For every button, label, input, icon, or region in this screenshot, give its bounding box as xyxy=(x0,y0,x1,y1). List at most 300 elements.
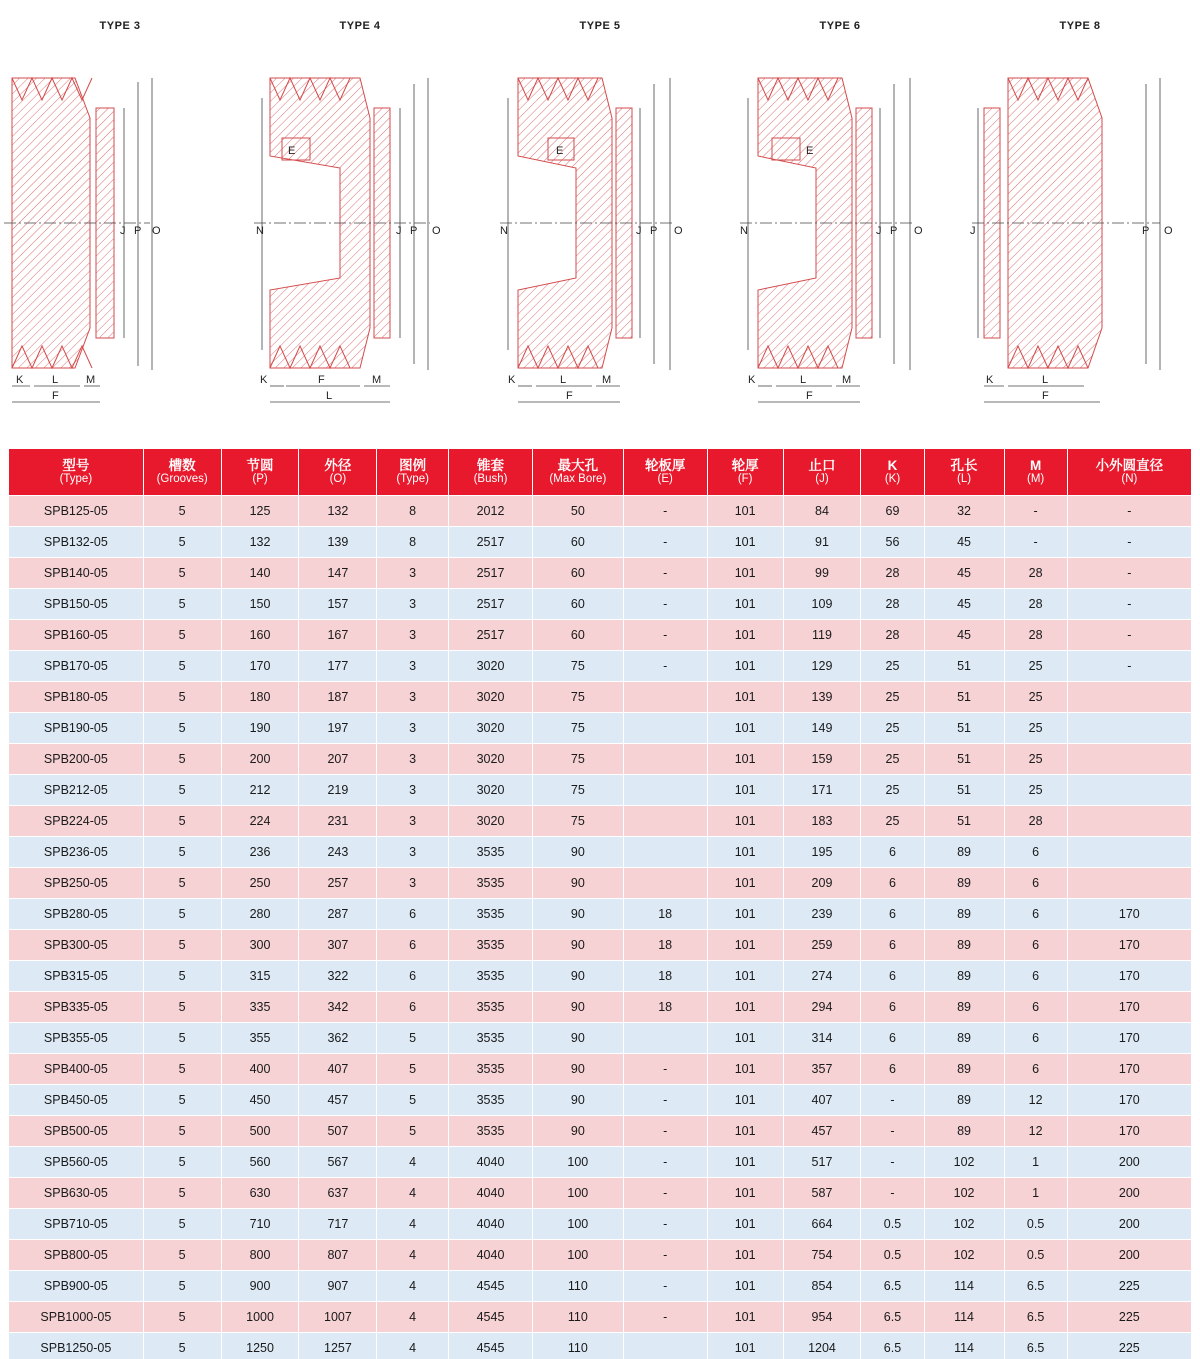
cell-value: 6 xyxy=(861,961,924,992)
cell-value: 6 xyxy=(377,899,449,930)
cell-value: 710 xyxy=(221,1209,299,1240)
table-row xyxy=(9,1302,1192,1333)
cell-value: - xyxy=(623,496,707,527)
cell-value: 3535 xyxy=(448,899,532,930)
cell-value: 259 xyxy=(783,930,861,961)
table-row xyxy=(9,1333,1192,1359)
cell-value: 32 xyxy=(924,496,1004,527)
column-header-main: 轮板厚 xyxy=(644,457,686,473)
cell-value xyxy=(1067,806,1191,837)
column-header-main: 槽数 xyxy=(168,457,196,473)
cell-value: 167 xyxy=(299,620,377,651)
dim-label-L: L xyxy=(326,390,333,402)
cell-value: 101 xyxy=(707,837,783,868)
cell-value: 190 xyxy=(221,713,299,744)
cell-value: 101 xyxy=(707,868,783,899)
cell-value xyxy=(623,1023,707,1054)
cell-value: 3 xyxy=(377,620,449,651)
cell-value: 139 xyxy=(783,682,861,713)
cell-model: SPB500-05 xyxy=(9,1116,144,1147)
cell-value: 25 xyxy=(861,682,924,713)
cell-value: 854 xyxy=(783,1271,861,1302)
dim-label-M: M xyxy=(602,374,612,386)
dim-label-E: E xyxy=(288,145,296,157)
figure-title: TYPE 8 xyxy=(1059,20,1101,32)
cell-model: SPB355-05 xyxy=(9,1023,144,1054)
cell-value: - xyxy=(623,1147,707,1178)
cell-value: 90 xyxy=(533,837,624,868)
cell-model: SPB450-05 xyxy=(9,1085,144,1116)
cell-value: 101 xyxy=(707,1302,783,1333)
cell-value: 4 xyxy=(377,1147,449,1178)
cell-value: 139 xyxy=(299,527,377,558)
cell-value: 6 xyxy=(1004,961,1067,992)
dim-label-L: L xyxy=(800,374,807,386)
cell-value: 250 xyxy=(221,868,299,899)
cell-value: 6.5 xyxy=(1004,1302,1067,1333)
cell-value xyxy=(1067,837,1191,868)
cell-value: 5 xyxy=(143,930,221,961)
table-row xyxy=(9,1054,1192,1085)
table-row xyxy=(9,775,1192,806)
cell-value: 101 xyxy=(707,992,783,1023)
cell-value: 2517 xyxy=(448,558,532,589)
cell-value: 6 xyxy=(377,992,449,1023)
cell-value: 90 xyxy=(533,930,624,961)
cell-value: 89 xyxy=(924,1085,1004,1116)
cell-value: 25 xyxy=(1004,713,1067,744)
cell-value: - xyxy=(623,1085,707,1116)
table-row xyxy=(9,868,1192,899)
column-header-bush xyxy=(448,449,532,496)
cell-value: 5 xyxy=(143,589,221,620)
cell-value: 2517 xyxy=(448,589,532,620)
column-header-type xyxy=(9,449,144,496)
cell-value: 362 xyxy=(299,1023,377,1054)
cell-value: 5 xyxy=(143,806,221,837)
cell-value: 3 xyxy=(377,651,449,682)
cell-value: 69 xyxy=(861,496,924,527)
cell-value: 3 xyxy=(377,713,449,744)
column-header-small-outer-diameter xyxy=(1067,449,1191,496)
cell-value: 101 xyxy=(707,775,783,806)
figure-type-8 xyxy=(960,10,1200,420)
cell-value: 12 xyxy=(1004,1085,1067,1116)
cell-value xyxy=(623,868,707,899)
column-header-pitch-diameter xyxy=(221,449,299,496)
column-header-sub: (J) xyxy=(815,473,829,486)
cell-value: 407 xyxy=(299,1054,377,1085)
dim-label-J: J xyxy=(876,225,882,237)
cell-value: 0.5 xyxy=(1004,1240,1067,1271)
cell-value: 6 xyxy=(1004,930,1067,961)
dim-label-N: N xyxy=(500,225,508,237)
dim-label-F: F xyxy=(806,390,813,402)
cell-value: 5 xyxy=(143,496,221,527)
cell-value: 6 xyxy=(861,1023,924,1054)
cell-model: SPB236-05 xyxy=(9,837,144,868)
cell-value: 90 xyxy=(533,1085,624,1116)
cell-value: 257 xyxy=(299,868,377,899)
cell-value xyxy=(623,713,707,744)
cell-value: 3 xyxy=(377,837,449,868)
cell-value: 754 xyxy=(783,1240,861,1271)
cell-value: 56 xyxy=(861,527,924,558)
cell-value: 90 xyxy=(533,868,624,899)
cell-value: 187 xyxy=(299,682,377,713)
cell-value: 157 xyxy=(299,589,377,620)
table-row xyxy=(9,713,1192,744)
cell-value: 45 xyxy=(924,620,1004,651)
dim-label-E: E xyxy=(556,145,564,157)
cell-value: 75 xyxy=(533,682,624,713)
cell-value: 200 xyxy=(1067,1209,1191,1240)
column-header-sub: (M) xyxy=(1026,473,1045,486)
dim-label-K: K xyxy=(986,374,994,386)
cell-value: 5 xyxy=(143,1085,221,1116)
cell-value: 357 xyxy=(783,1054,861,1085)
cell-value: 5 xyxy=(143,620,221,651)
cell-value: 287 xyxy=(299,899,377,930)
cell-value: 18 xyxy=(623,899,707,930)
cell-value: 274 xyxy=(783,961,861,992)
cell-value: 5 xyxy=(377,1085,449,1116)
cell-value: - xyxy=(1067,589,1191,620)
dim-label-N: N xyxy=(740,225,748,237)
cell-value: 28 xyxy=(1004,589,1067,620)
cell-model: SPB132-05 xyxy=(9,527,144,558)
cell-value: - xyxy=(623,1271,707,1302)
cell-value: 4545 xyxy=(448,1302,532,1333)
cell-value: 3 xyxy=(377,744,449,775)
cell-value: 89 xyxy=(924,1023,1004,1054)
column-header-seat-diameter xyxy=(783,449,861,496)
cell-value: 355 xyxy=(221,1023,299,1054)
cell-value: - xyxy=(623,1054,707,1085)
dim-label-J: J xyxy=(970,225,976,237)
column-header-main: 最大孔 xyxy=(557,457,599,473)
cell-value xyxy=(623,744,707,775)
cell-value: - xyxy=(623,1178,707,1209)
cell-value: 102 xyxy=(924,1209,1004,1240)
column-header-sub: (L) xyxy=(957,473,972,486)
cell-value: 5 xyxy=(143,1178,221,1209)
cell-value: 101 xyxy=(707,682,783,713)
cell-value: 5 xyxy=(143,1147,221,1178)
dim-label-P: P xyxy=(890,225,898,237)
table-row xyxy=(9,1178,1192,1209)
cell-model: SPB630-05 xyxy=(9,1178,144,1209)
cell-value: 450 xyxy=(221,1085,299,1116)
cell-value: 177 xyxy=(299,651,377,682)
cell-value: 6 xyxy=(1004,1023,1067,1054)
cell-value: 170 xyxy=(1067,1085,1191,1116)
cell-value: 149 xyxy=(783,713,861,744)
cell-value: - xyxy=(1067,527,1191,558)
cell-value: 101 xyxy=(707,1023,783,1054)
figure-drawing-type-8 xyxy=(960,38,1200,408)
dim-label-F: F xyxy=(566,390,573,402)
cell-value: 300 xyxy=(221,930,299,961)
cell-value: 110 xyxy=(533,1271,624,1302)
column-header-sub: (P) xyxy=(252,473,268,486)
specification-table-container xyxy=(8,448,1192,1359)
cell-value: 197 xyxy=(299,713,377,744)
cell-value: 160 xyxy=(221,620,299,651)
cell-value: 3535 xyxy=(448,868,532,899)
cell-value: 207 xyxy=(299,744,377,775)
cell-value: 5 xyxy=(143,744,221,775)
cell-value: 6 xyxy=(1004,837,1067,868)
dim-label-J: J xyxy=(120,225,126,237)
cell-value: 100 xyxy=(533,1240,624,1271)
cell-value: 5 xyxy=(143,1023,221,1054)
cell-value: 170 xyxy=(1067,899,1191,930)
cell-value: 109 xyxy=(783,589,861,620)
cell-value: 84 xyxy=(783,496,861,527)
dim-label-P: P xyxy=(650,225,658,237)
cell-value: 0.5 xyxy=(1004,1209,1067,1240)
figure-type-6 xyxy=(720,10,960,420)
column-header-sub: (N) xyxy=(1121,473,1138,486)
cell-value: 50 xyxy=(533,496,624,527)
figure-title: TYPE 4 xyxy=(339,20,381,32)
cell-model: SPB400-05 xyxy=(9,1054,144,1085)
cell-value: 4040 xyxy=(448,1209,532,1240)
column-header-sub: (O) xyxy=(329,473,347,486)
dim-label-M: M xyxy=(842,374,852,386)
cell-value: 75 xyxy=(533,806,624,837)
cell-value: 560 xyxy=(221,1147,299,1178)
dim-label-K: K xyxy=(508,374,516,386)
cell-value: 2517 xyxy=(448,527,532,558)
cell-value: 280 xyxy=(221,899,299,930)
cell-value: 101 xyxy=(707,1147,783,1178)
cell-value: - xyxy=(861,1085,924,1116)
cell-value: 101 xyxy=(707,713,783,744)
cell-value: 3535 xyxy=(448,1054,532,1085)
figure-type-5 xyxy=(480,10,720,420)
column-header-main: M xyxy=(1029,457,1042,473)
column-header-main: 型号 xyxy=(62,457,90,473)
cell-model: SPB190-05 xyxy=(9,713,144,744)
cell-value: 5 xyxy=(377,1054,449,1085)
cell-value: 101 xyxy=(707,589,783,620)
cell-value: - xyxy=(861,1116,924,1147)
cell-value: 6.5 xyxy=(861,1302,924,1333)
cell-value: 3 xyxy=(377,806,449,837)
cell-value: 6 xyxy=(1004,899,1067,930)
cell-value: 100 xyxy=(533,1147,624,1178)
cell-value: 119 xyxy=(783,620,861,651)
cell-value: 225 xyxy=(1067,1271,1191,1302)
cell-value: 5 xyxy=(143,713,221,744)
cell-value: 125 xyxy=(221,496,299,527)
cell-model: SPB315-05 xyxy=(9,961,144,992)
cell-value: 102 xyxy=(924,1178,1004,1209)
cell-value: 5 xyxy=(143,527,221,558)
cell-value: 101 xyxy=(707,961,783,992)
cell-value: 6.5 xyxy=(861,1333,924,1359)
cell-value: 243 xyxy=(299,837,377,868)
cell-value: 60 xyxy=(533,558,624,589)
cell-value: 25 xyxy=(1004,651,1067,682)
cell-value xyxy=(623,1333,707,1359)
cell-value: 45 xyxy=(924,589,1004,620)
cell-value: 1204 xyxy=(783,1333,861,1359)
cell-value: 170 xyxy=(1067,1116,1191,1147)
column-header-max-bore xyxy=(533,449,624,496)
cell-value: 25 xyxy=(1004,682,1067,713)
figure-title: TYPE 3 xyxy=(99,20,141,32)
dim-label-F: F xyxy=(52,390,59,402)
figure-type-4 xyxy=(240,10,480,420)
cell-value: 3 xyxy=(377,589,449,620)
cell-model: SPB170-05 xyxy=(9,651,144,682)
cell-value: 28 xyxy=(1004,806,1067,837)
cell-value: 114 xyxy=(924,1333,1004,1359)
cell-value xyxy=(623,775,707,806)
cell-value: 5 xyxy=(377,1116,449,1147)
cell-model: SPB710-05 xyxy=(9,1209,144,1240)
cell-value: 4 xyxy=(377,1209,449,1240)
cell-value xyxy=(1067,775,1191,806)
cell-value: - xyxy=(861,1147,924,1178)
cell-value: 100 xyxy=(533,1178,624,1209)
cell-value: - xyxy=(1004,527,1067,558)
cell-model: SPB224-05 xyxy=(9,806,144,837)
cell-value: 51 xyxy=(924,775,1004,806)
cell-value: 457 xyxy=(783,1116,861,1147)
cell-value: 3 xyxy=(377,868,449,899)
cell-value: 101 xyxy=(707,496,783,527)
cell-value: 6 xyxy=(861,868,924,899)
cell-value: 3 xyxy=(377,558,449,589)
table-row xyxy=(9,527,1192,558)
cell-value: 90 xyxy=(533,1054,624,1085)
dim-label-F: F xyxy=(1042,390,1049,402)
cell-value: 231 xyxy=(299,806,377,837)
cell-value: 75 xyxy=(533,744,624,775)
cell-value: 225 xyxy=(1067,1333,1191,1359)
cell-value: 4 xyxy=(377,1333,449,1359)
cell-value: 170 xyxy=(221,651,299,682)
cell-value: 200 xyxy=(1067,1240,1191,1271)
cell-value: 90 xyxy=(533,1023,624,1054)
cell-value: 5 xyxy=(143,1333,221,1359)
column-header-outer-diameter xyxy=(299,449,377,496)
figure-type-3 xyxy=(0,10,240,420)
cell-value: 114 xyxy=(924,1302,1004,1333)
cell-value: 6 xyxy=(861,1054,924,1085)
cell-value: 342 xyxy=(299,992,377,1023)
cell-value: 101 xyxy=(707,1178,783,1209)
cell-value: 12 xyxy=(1004,1116,1067,1147)
column-header-drawing-type xyxy=(377,449,449,496)
cell-value: 28 xyxy=(861,558,924,589)
cell-value: 60 xyxy=(533,527,624,558)
cell-model: SPB212-05 xyxy=(9,775,144,806)
cell-value: 4 xyxy=(377,1240,449,1271)
cell-value: 4 xyxy=(377,1302,449,1333)
cell-value: 3 xyxy=(377,775,449,806)
column-header-sub: (Grooves) xyxy=(156,473,208,486)
dim-label-O: O xyxy=(1164,225,1173,237)
cell-value: 132 xyxy=(299,496,377,527)
column-header-sub: (Type) xyxy=(59,473,93,486)
dim-label-P: P xyxy=(1142,225,1150,237)
table-row xyxy=(9,1023,1192,1054)
cell-model: SPB1250-05 xyxy=(9,1333,144,1359)
cell-value xyxy=(623,806,707,837)
cell-value: 101 xyxy=(707,1054,783,1085)
figure-drawing-type-3 xyxy=(0,38,240,408)
cell-model: SPB900-05 xyxy=(9,1271,144,1302)
column-header-rim-width xyxy=(707,449,783,496)
cell-value: 807 xyxy=(299,1240,377,1271)
cell-value: 3020 xyxy=(448,713,532,744)
cell-value: 100 xyxy=(533,1209,624,1240)
column-header-main: 轮厚 xyxy=(731,457,759,473)
cell-value: 25 xyxy=(861,713,924,744)
cell-value: 224 xyxy=(221,806,299,837)
column-header-sub: (E) xyxy=(657,473,673,486)
cell-value: 25 xyxy=(1004,744,1067,775)
cell-value: 159 xyxy=(783,744,861,775)
cell-value: 400 xyxy=(221,1054,299,1085)
column-header-sub: (K) xyxy=(884,473,901,486)
cell-value: 60 xyxy=(533,620,624,651)
column-header-main: 小外圆直径 xyxy=(1095,457,1164,473)
cell-value: 110 xyxy=(533,1302,624,1333)
cell-value: - xyxy=(623,620,707,651)
cell-value: 1257 xyxy=(299,1333,377,1359)
cell-value: 219 xyxy=(299,775,377,806)
cell-value: 18 xyxy=(623,961,707,992)
table-row xyxy=(9,620,1192,651)
cell-value: 170 xyxy=(1067,930,1191,961)
cell-value: 5 xyxy=(143,1240,221,1271)
cell-value: 5 xyxy=(377,1023,449,1054)
cell-value: 8 xyxy=(377,496,449,527)
cell-value: 4545 xyxy=(448,1271,532,1302)
dim-label-M: M xyxy=(372,374,382,386)
cell-value: 1000 xyxy=(221,1302,299,1333)
cell-value: - xyxy=(623,558,707,589)
cell-model: SPB560-05 xyxy=(9,1147,144,1178)
dim-label-L: L xyxy=(560,374,567,386)
cell-value: 6 xyxy=(861,930,924,961)
cell-value: 5 xyxy=(143,682,221,713)
cell-model: SPB800-05 xyxy=(9,1240,144,1271)
table-row xyxy=(9,744,1192,775)
cell-value xyxy=(623,682,707,713)
table-row xyxy=(9,1085,1192,1116)
cell-value: 5 xyxy=(143,899,221,930)
cell-value: 25 xyxy=(861,775,924,806)
cell-value: 6 xyxy=(1004,1054,1067,1085)
table-row xyxy=(9,961,1192,992)
cell-value: 457 xyxy=(299,1085,377,1116)
cell-value: 239 xyxy=(783,899,861,930)
cell-value: 717 xyxy=(299,1209,377,1240)
table-row xyxy=(9,806,1192,837)
cell-model: SPB300-05 xyxy=(9,930,144,961)
cell-value: 89 xyxy=(924,837,1004,868)
cell-value: 900 xyxy=(221,1271,299,1302)
cell-value: 3535 xyxy=(448,1023,532,1054)
cell-value: 6 xyxy=(377,961,449,992)
